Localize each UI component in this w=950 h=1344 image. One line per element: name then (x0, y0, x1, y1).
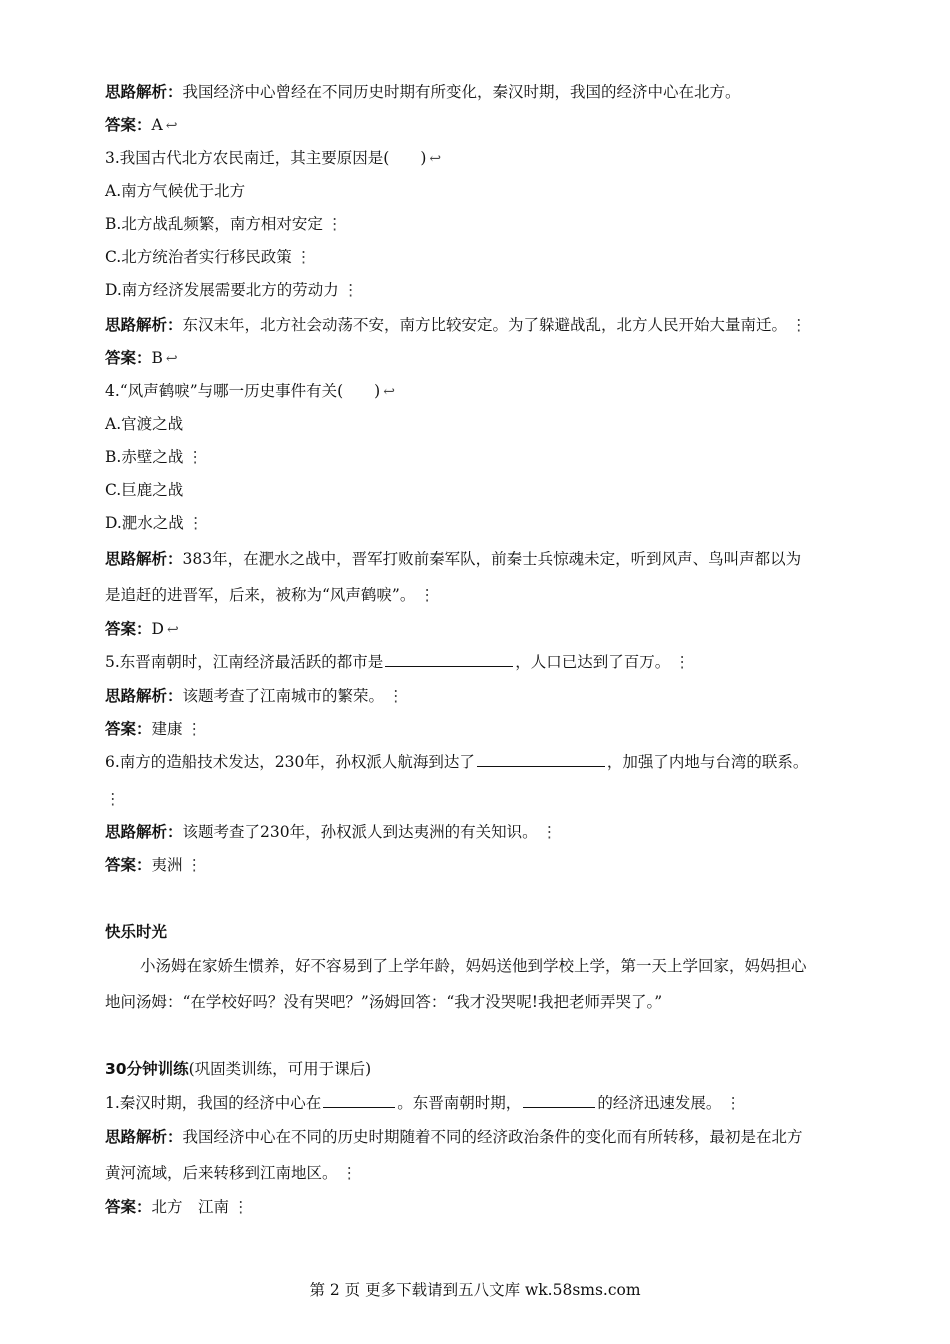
q2-answer: 答案：A ↩ (105, 116, 178, 134)
fill-blank[interactable] (523, 1092, 595, 1108)
fill-blank[interactable] (323, 1092, 395, 1108)
training-heading: 30分钟训练(巩固类训练，可用于课后) (105, 1060, 372, 1078)
dots-icon: ⋮ (791, 316, 806, 334)
dots-icon: ⋮ (186, 720, 202, 738)
q4-option-a: A.官渡之战 (105, 415, 184, 433)
q3-stem: 3.我国古代北方农民南迁，其主要原因是( ) ↩ (105, 149, 442, 167)
q3-option-b: B.北方战乱频繁，南方相对安定 ⋮ (105, 215, 342, 233)
dots-icon: ⋮ (541, 823, 557, 841)
return-mark-icon: ↩ (166, 622, 179, 638)
page-footer: 第 2 页 更多下载请到五八文库 wk.58sms.com (309, 1281, 641, 1299)
happy-time-line1: 小汤姆在家娇生惯养，好不容易到了上学年龄，妈妈送他到学校上学，第一天上学回家，妈妈担心 (140, 957, 807, 975)
q3-answer: 答案：B ↩ (105, 349, 178, 367)
q4-option-c: C.巨鹿之战 (105, 481, 184, 499)
q6-answer: 答案：夷洲 ⋮ (105, 856, 202, 874)
dots-icon: ⋮ (233, 1198, 248, 1216)
training-q1-stem: 1.秦汉时期，我国的经济中心在 。东晋南朝时期， 的经济迅速发展。 ⋮ (105, 1094, 740, 1112)
q4-answer: 答案：D ↩ (105, 620, 179, 638)
q3-option-a: A.南方气候优于北方 (105, 182, 246, 200)
q2-analysis: 思路解析：我国经济中心曾经在不同历史时期有所变化，秦汉时期，我国的经济中心在北方。 (105, 83, 741, 101)
dots-icon: ⋮ (341, 1164, 357, 1182)
return-mark-icon: ↩ (429, 151, 442, 167)
dots-icon: ⋮ (326, 215, 342, 233)
q3-analysis: 思路解析：东汉末年，北方社会动荡不安，南方比较安定。为了躲避战乱，北方人民开始大量南迁。 ⋮ (105, 316, 806, 334)
return-mark-icon: ↩ (165, 118, 178, 134)
fill-blank[interactable] (477, 751, 605, 767)
dots-icon: ⋮ (674, 653, 689, 671)
q4-option-d: D.淝水之战 ⋮ (105, 514, 203, 532)
happy-time-line2: 地问汤姆：“在学校好吗？没有哭吧？”汤姆回答：“我才没哭呢!我把老师弄哭了。” (105, 993, 663, 1011)
dots-icon: ⋮ (186, 856, 202, 874)
training-q1-answer: 答案：北方 江南 ⋮ (105, 1198, 248, 1216)
q5-answer: 答案：建康 ⋮ (105, 720, 202, 738)
dots-icon: ⋮ (725, 1094, 740, 1112)
dots-icon: ⋮ (105, 790, 120, 808)
q4-stem: 4.“风声鹤唳”与哪一历史事件有关( ) ↩ (105, 382, 395, 400)
q3-option-c: C.北方统治者实行移民政策 ⋮ (105, 248, 311, 266)
dots-icon: ⋮ (388, 687, 403, 705)
return-mark-icon: ↩ (383, 384, 395, 400)
return-mark-icon: ↩ (165, 351, 178, 367)
q4-option-b: B.赤壁之战 ⋮ (105, 448, 202, 466)
fill-blank[interactable] (385, 651, 513, 667)
happy-time-title: 快乐时光 (105, 923, 168, 941)
dots-icon: ⋮ (187, 514, 203, 532)
dots-icon: ⋮ (342, 281, 358, 299)
q3-option-d: D.南方经济发展需要北方的劳动力 ⋮ (105, 281, 358, 299)
q6-stem-continuation (105, 788, 865, 810)
dots-icon: ⋮ (295, 248, 311, 266)
training-q1-analysis-line2: 黄河流域，后来转移到江南地区。 ⋮ (105, 1164, 357, 1182)
q6-analysis: 思路解析：该题考查了230年，孙权派人到达夷洲的有关知识。 ⋮ (105, 823, 557, 841)
q4-analysis-line2: 是追赶的进晋军，后来，被称为“风声鹤唳”。 ⋮ (105, 586, 434, 604)
dots-icon: ⋮ (187, 448, 202, 466)
q5-analysis: 思路解析：该题考查了江南城市的繁荣。 ⋮ (105, 687, 403, 705)
dots-icon: ⋮ (419, 586, 434, 604)
q5-stem: 5.东晋南朝时，江南经济最活跃的都市是 ，人口已达到了百万。 ⋮ (105, 653, 689, 671)
q4-analysis-line1: 思路解析：383年，在淝水之战中，晋军打败前秦军队，前秦士兵惊魂未定，听到风声、鸟叫声都以为 (105, 550, 802, 568)
training-q1-analysis-line1: 思路解析：我国经济中心在不同的历史时期随着不同的经济政治条件的变化而有所转移，最初是在北方 (105, 1128, 803, 1146)
q6-stem: 6.南方的造船技术发达，230年，孙权派人航海到达了 ，加强了内地与台湾的联系。 (105, 753, 809, 771)
